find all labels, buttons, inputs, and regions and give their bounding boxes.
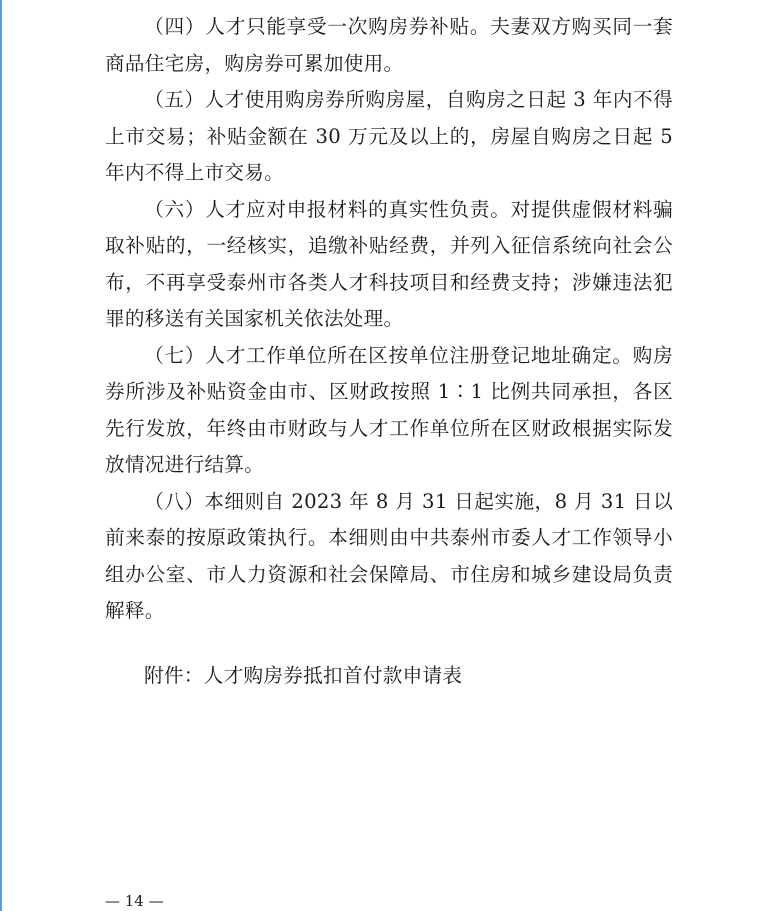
document-body	[105, 9, 673, 630]
clause-7-paragraph: （七）人才工作单位所在区按单位注册登记地址确定。购房券所涉及补贴资金由市、区财政按照 1∶1 比例共同承担，各区先行发放，年终由市财政与人才工作单位所在区财政根据实际发放情况进行结算。	[105, 343, 673, 476]
attachment-note: 附件：人才购房券抵扣首付款申请表	[144, 664, 463, 687]
page-left-border	[0, 0, 2, 911]
clause-5-paragraph: （五）人才使用购房券所购房屋，自购房之日起 3 年内不得上市交易；补贴金额在 30 万元及以上的，房屋自购房之日起 5 年内不得上市交易。	[105, 88, 673, 184]
clause-6-paragraph: （六）人才应对申报材料的真实性负责。对提供虚假材料骗取补贴的，一经核实，追缴补贴经费，并列入征信系统向社会公布，不再享受泰州市各类人才科技项目和经费支持；涉嫌违法犯罪的移送有关国家机关依法处理。	[105, 197, 673, 330]
page-number: — 14 —	[105, 892, 164, 910]
clause-4-paragraph: （四）人才只能享受一次购房券补贴。夫妻双方购买同一套商品住宅房，购房券可累加使用。	[105, 15, 673, 75]
clause-8-paragraph: （八）本细则自 2023 年 8 月 31 日起实施，8 月 31 日以前来泰的按原政策执行。本细则由中共泰州市委人才工作领导小组办公室、市人力资源和社会保障局、市住房和城乡建设局负责解释。	[105, 489, 673, 622]
